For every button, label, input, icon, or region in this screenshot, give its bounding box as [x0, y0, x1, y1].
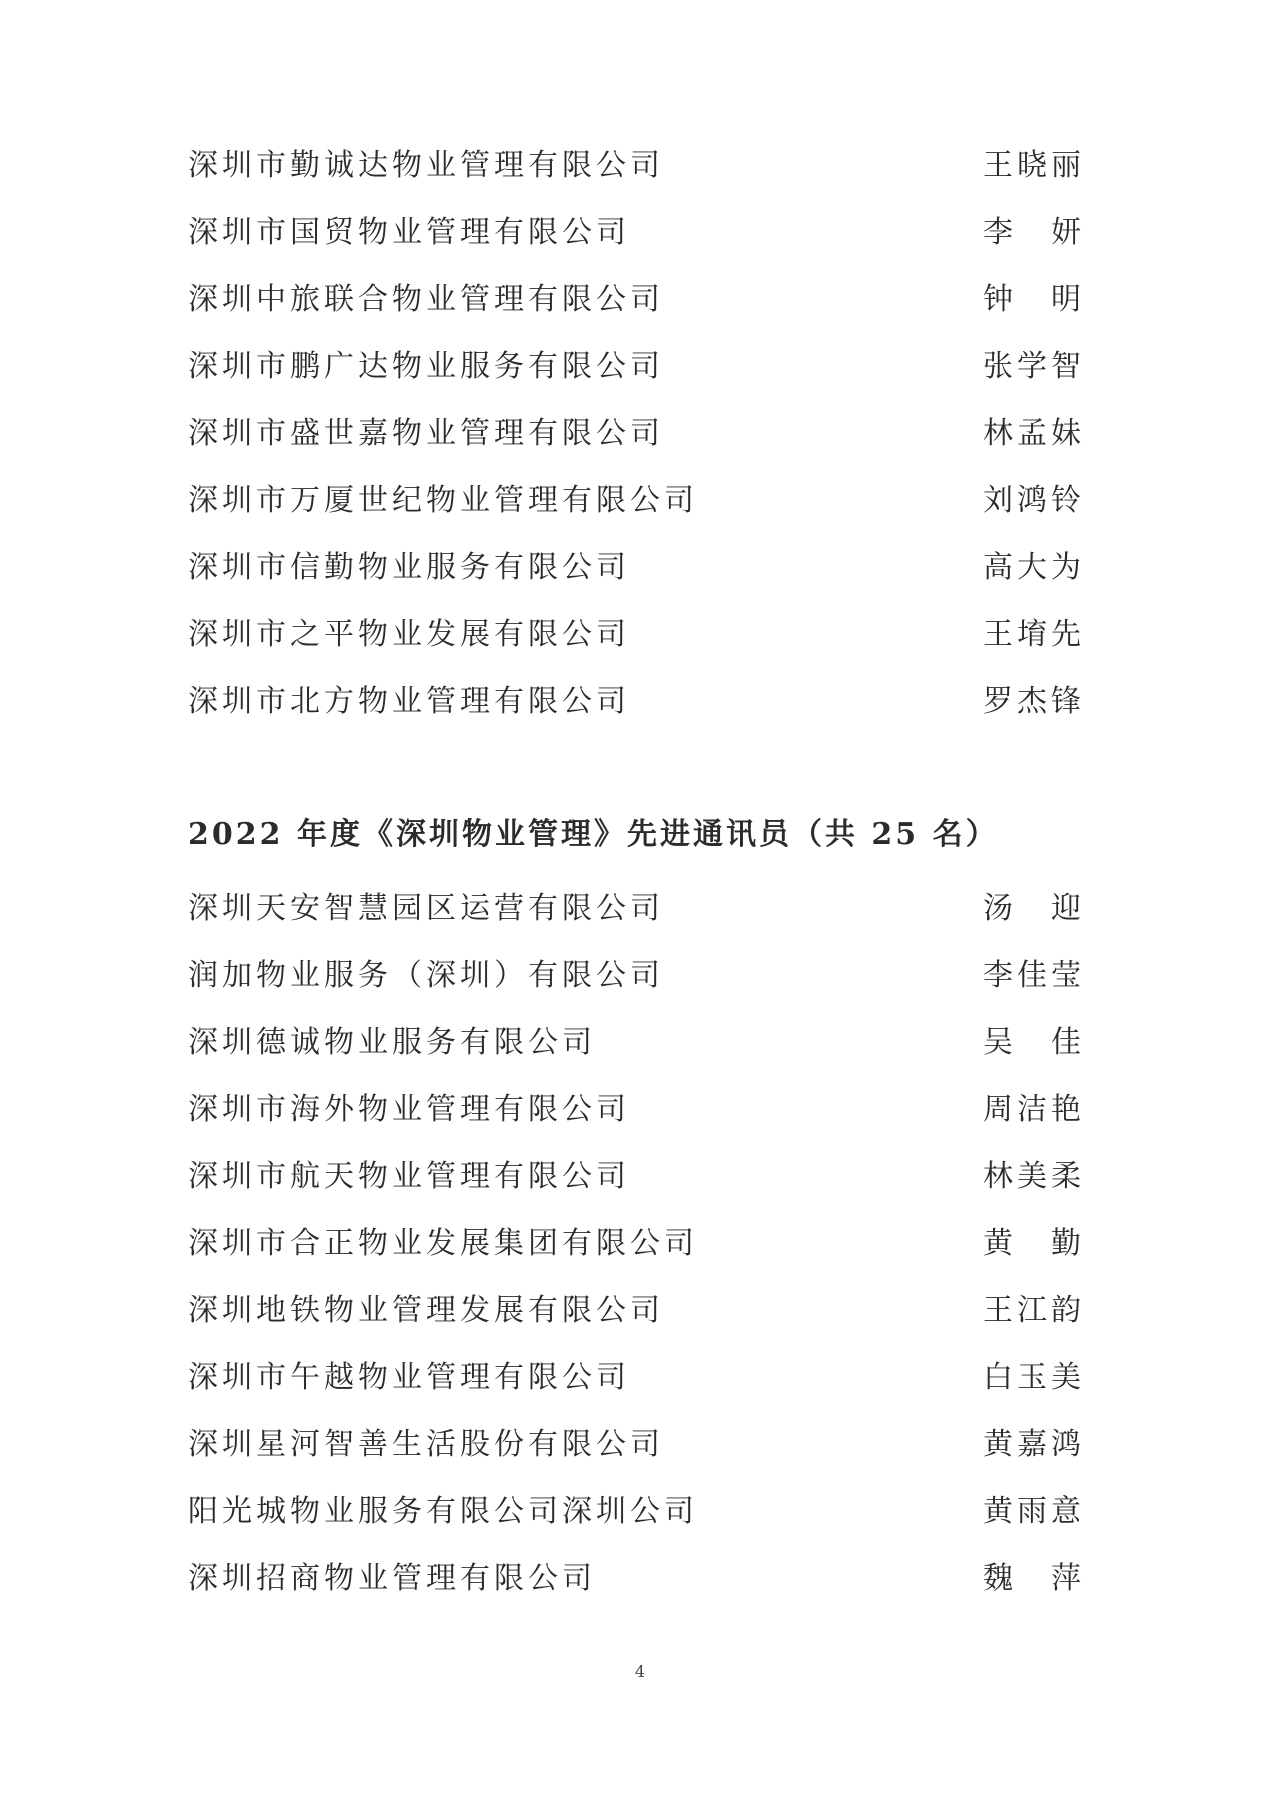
list-item	[188, 668, 1088, 735]
person-name: 汤 迎	[983, 891, 1085, 926]
company-name: 深圳地铁物业管理发展有限公司	[188, 1293, 664, 1328]
list-item	[188, 1210, 1088, 1277]
company-name: 深圳招商物业管理有限公司	[188, 1561, 596, 1596]
awardee-list-1	[188, 132, 1088, 735]
list-item	[188, 1344, 1088, 1411]
list-item	[188, 1076, 1088, 1143]
list-item	[188, 333, 1088, 400]
person-name: 刘鸿铃	[983, 483, 1085, 518]
person-name: 罗杰锋	[983, 684, 1085, 719]
company-name: 深圳市北方物业管理有限公司	[188, 684, 630, 719]
company-name: 深圳市国贸物业管理有限公司	[188, 215, 630, 250]
awardee-list-2	[188, 875, 1088, 1612]
person-name: 黄 勤	[983, 1226, 1085, 1261]
company-name: 阳光城物业服务有限公司深圳公司	[188, 1494, 698, 1529]
list-item	[188, 1478, 1088, 1545]
person-name: 王江韵	[983, 1293, 1085, 1328]
company-name: 深圳市海外物业管理有限公司	[188, 1092, 630, 1127]
person-name: 黄雨意	[983, 1494, 1085, 1529]
person-name: 魏 萍	[983, 1561, 1085, 1596]
company-name: 深圳市鹏广达物业服务有限公司	[188, 349, 664, 384]
company-name: 深圳德诚物业服务有限公司	[188, 1025, 596, 1060]
company-name: 深圳市航天物业管理有限公司	[188, 1159, 630, 1194]
person-name: 白玉美	[983, 1360, 1085, 1395]
list-item	[188, 467, 1088, 534]
list-item	[188, 875, 1088, 942]
person-name: 高大为	[983, 550, 1085, 585]
page-number: 4	[634, 1662, 646, 1681]
company-name: 深圳市勤诚达物业管理有限公司	[188, 148, 664, 183]
person-name: 张学智	[983, 349, 1085, 384]
list-item	[188, 132, 1088, 199]
list-item	[188, 266, 1088, 333]
list-item	[188, 942, 1088, 1009]
person-name: 王晓丽	[983, 148, 1085, 183]
company-name: 深圳中旅联合物业管理有限公司	[188, 282, 664, 317]
person-name: 钟 明	[983, 282, 1085, 317]
company-name: 深圳市午越物业管理有限公司	[188, 1360, 630, 1395]
list-item	[188, 1143, 1088, 1210]
person-name: 王堉先	[983, 617, 1085, 652]
company-name: 深圳市合正物业发展集团有限公司	[188, 1226, 698, 1261]
company-name: 深圳天安智慧园区运营有限公司	[188, 891, 664, 926]
person-name: 李 妍	[983, 215, 1085, 250]
list-item	[188, 534, 1088, 601]
person-name: 林孟妹	[983, 416, 1085, 451]
company-name: 深圳市万厦世纪物业管理有限公司	[188, 483, 698, 518]
person-name: 李佳莹	[983, 958, 1085, 993]
company-name: 深圳市盛世嘉物业管理有限公司	[188, 416, 664, 451]
list-item	[188, 1009, 1088, 1076]
company-name: 润加物业服务（深圳）有限公司	[188, 958, 664, 993]
person-name: 周洁艳	[983, 1092, 1085, 1127]
list-item	[188, 400, 1088, 467]
company-name: 深圳市信勤物业服务有限公司	[188, 550, 630, 585]
person-name: 黄嘉鸿	[983, 1427, 1085, 1462]
list-item	[188, 199, 1088, 266]
person-name: 吴 佳	[983, 1025, 1085, 1060]
company-name: 深圳市之平物业发展有限公司	[188, 617, 630, 652]
list-item	[188, 601, 1088, 668]
list-item	[188, 1277, 1088, 1344]
section-heading: 2022 年度《深圳物业管理》先进通讯员（共 25 名）	[188, 817, 999, 852]
person-name: 林美柔	[983, 1159, 1085, 1194]
list-item	[188, 1411, 1088, 1478]
company-name: 深圳星河智善生活股份有限公司	[188, 1427, 664, 1462]
list-item	[188, 1545, 1088, 1612]
